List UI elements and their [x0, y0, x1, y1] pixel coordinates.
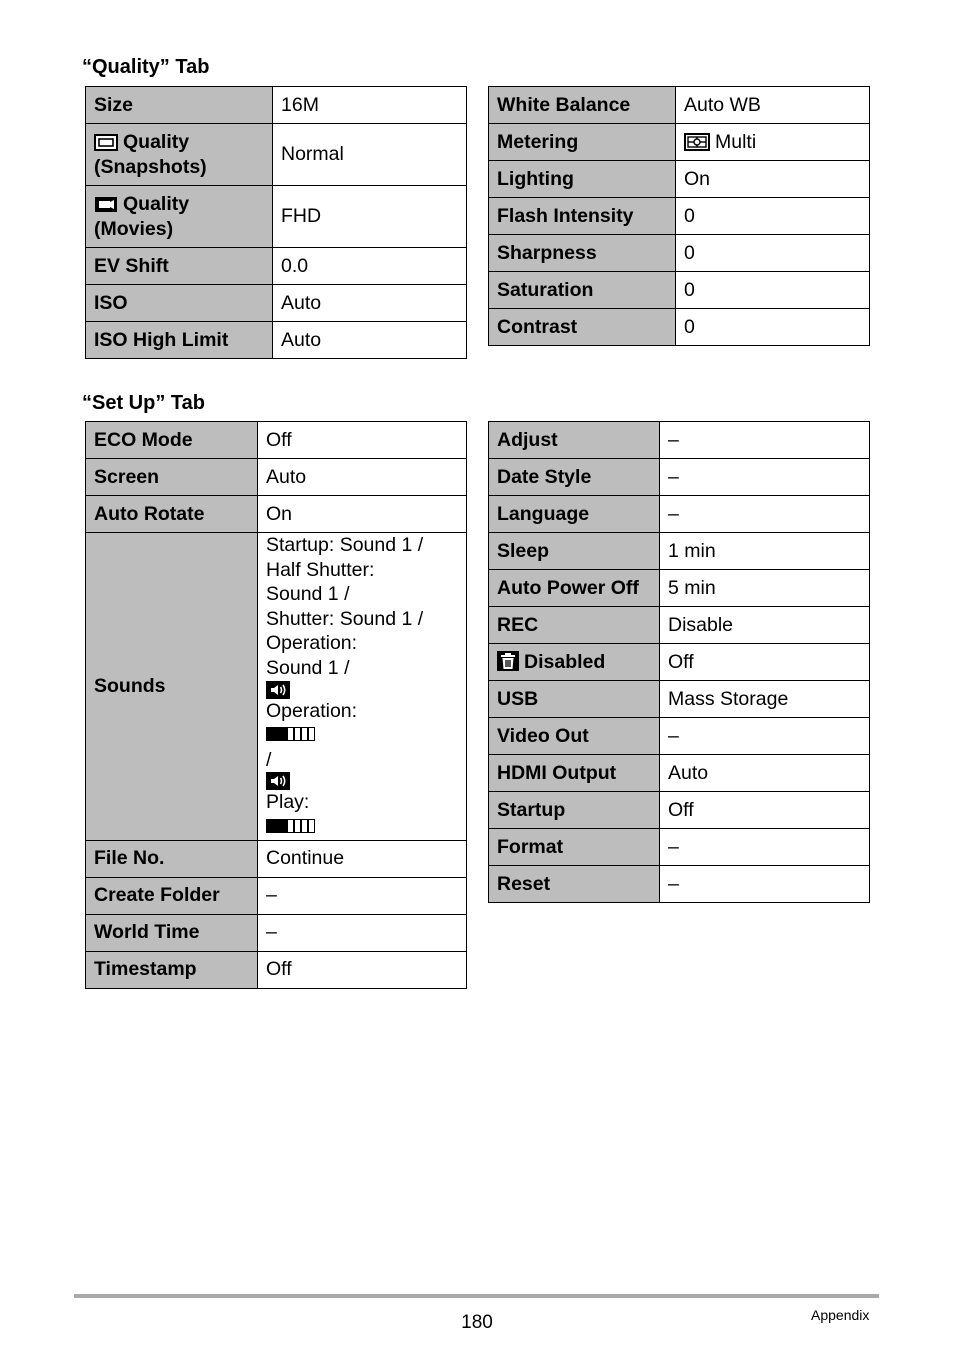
- footer-divider: [74, 1294, 879, 1298]
- setting-value: Off: [660, 792, 870, 829]
- table-row: [489, 235, 870, 272]
- setting-label: REC: [489, 607, 660, 644]
- setting-label: [86, 124, 273, 186]
- setting-value: –: [258, 914, 467, 951]
- operation-label: Operation:: [266, 699, 358, 722]
- trash-icon: [497, 651, 519, 671]
- setting-label: HDMI Output: [489, 755, 660, 792]
- setting-label: Video Out: [489, 718, 660, 755]
- sounds-line-play: [266, 772, 458, 839]
- table-row: [86, 496, 467, 533]
- setting-value-text: Multi: [715, 130, 757, 153]
- table-row: [86, 124, 467, 186]
- setting-label: World Time: [86, 914, 258, 951]
- setting-value: Auto: [660, 755, 870, 792]
- setting-value: Auto: [258, 459, 467, 496]
- setting-value: –: [660, 459, 870, 496]
- table-row: [86, 914, 467, 951]
- play-volume-meter: [266, 815, 458, 840]
- setting-value: On: [676, 161, 870, 198]
- table-row: [86, 87, 467, 124]
- setting-label: Metering: [489, 124, 676, 161]
- sounds-line-operation-level: [266, 723, 458, 772]
- sounds-line: Startup: Sound 1 /: [266, 534, 424, 556]
- sounds-line: Shutter: Sound 1 /: [266, 607, 424, 630]
- setting-label: Lighting: [489, 161, 676, 198]
- setting-label: ISO High Limit: [86, 322, 273, 359]
- setting-value: –: [660, 829, 870, 866]
- table-row: [489, 755, 870, 792]
- setting-value: 16M: [273, 87, 467, 124]
- setting-value: –: [660, 422, 870, 459]
- setting-label: Screen: [86, 459, 258, 496]
- table-row: [489, 607, 870, 644]
- table-row: [489, 161, 870, 198]
- table-row: [489, 866, 870, 903]
- table-row: [489, 681, 870, 718]
- volume-segment: [287, 819, 294, 833]
- setting-value: –: [660, 866, 870, 903]
- table-row: [489, 198, 870, 235]
- setting-label-text: Quality (Movies): [94, 192, 190, 240]
- table-row: [489, 570, 870, 607]
- setting-label: Sharpness: [489, 235, 676, 272]
- table-row: [489, 459, 870, 496]
- setting-value: Continue: [258, 840, 467, 877]
- volume-segment: [287, 727, 294, 741]
- table-row: [489, 792, 870, 829]
- table-row: [86, 951, 467, 988]
- sounds-line: Sound 1 /: [266, 656, 350, 679]
- quality-table-left: [85, 86, 467, 359]
- table-row: [86, 285, 467, 322]
- setting-value: Auto: [273, 285, 467, 322]
- setting-value: [676, 124, 870, 161]
- table-row: [86, 533, 467, 841]
- setting-label-text: Quality (Snapshots): [94, 130, 207, 178]
- table-row: [86, 422, 467, 459]
- setting-label: Create Folder: [86, 877, 258, 914]
- setting-label: Format: [489, 829, 660, 866]
- setting-value: Off: [258, 422, 467, 459]
- table-row: [489, 272, 870, 309]
- sounds-line: Operation:: [266, 632, 358, 655]
- volume-segment: [301, 727, 308, 741]
- setting-value: 0.0: [273, 248, 467, 285]
- setting-value: Disable: [660, 607, 870, 644]
- setting-label: Adjust: [489, 422, 660, 459]
- setting-label: ISO: [86, 285, 273, 322]
- sounds-value: [258, 533, 467, 841]
- separator: /: [266, 748, 272, 771]
- quality-tab-heading: “Quality” Tab: [82, 56, 210, 78]
- table-row: [86, 186, 467, 248]
- quality-table-right: [488, 86, 870, 346]
- setting-label: Auto Rotate: [86, 496, 258, 533]
- setting-value: Off: [660, 644, 870, 681]
- volume-segment: [308, 819, 315, 833]
- table-row: [86, 248, 467, 285]
- setting-value: On: [258, 496, 467, 533]
- movie-camera-icon: [94, 196, 118, 213]
- table-row: [489, 496, 870, 533]
- multi-metering-icon: [684, 133, 710, 151]
- setting-label: Timestamp: [86, 951, 258, 988]
- play-label: Play:: [266, 791, 310, 814]
- setting-label: Date Style: [489, 459, 660, 496]
- table-row: [489, 422, 870, 459]
- volume-segment: [266, 727, 273, 741]
- volume-segment: [294, 819, 301, 833]
- volume-segment: [294, 727, 301, 741]
- table-row: [86, 459, 467, 496]
- setting-label: Sleep: [489, 533, 660, 570]
- setting-label: [86, 186, 273, 248]
- setting-value: Mass Storage: [660, 681, 870, 718]
- section-label: Appendix: [811, 1307, 870, 1323]
- setting-value: FHD: [273, 186, 467, 248]
- table-row: [86, 877, 467, 914]
- volume-segment: [280, 727, 287, 741]
- setting-value: 0: [676, 235, 870, 272]
- setting-value: Off: [258, 951, 467, 988]
- setting-label: White Balance: [489, 87, 676, 124]
- volume-segment: [266, 819, 273, 833]
- setup-table-left: [85, 421, 467, 989]
- sounds-line: Half Shutter:: [266, 558, 375, 581]
- setting-label: Saturation: [489, 272, 676, 309]
- volume-segment: [273, 819, 280, 833]
- page-number: 180: [461, 1312, 493, 1333]
- setting-label: Language: [489, 496, 660, 533]
- setting-value: Auto: [273, 322, 467, 359]
- operation-volume-meter: [266, 723, 458, 748]
- volume-segment: [301, 819, 308, 833]
- table-row: [489, 644, 870, 681]
- table-row: [86, 322, 467, 359]
- table-row: [489, 87, 870, 124]
- setting-label: Sounds: [86, 533, 258, 841]
- setting-label: ECO Mode: [86, 422, 258, 459]
- setting-value: 0: [676, 272, 870, 309]
- setting-value: –: [660, 496, 870, 533]
- setting-label: EV Shift: [86, 248, 273, 285]
- setup-table-right: [488, 421, 870, 903]
- speaker-icon: [266, 681, 453, 699]
- table-row: [489, 718, 870, 755]
- setting-label: [489, 644, 660, 681]
- setting-label-text: Disabled: [524, 650, 606, 673]
- setting-label: Size: [86, 87, 273, 124]
- setting-value: 0: [676, 309, 870, 346]
- volume-segment: [280, 819, 287, 833]
- setting-label: Auto Power Off: [489, 570, 660, 607]
- volume-segment: [308, 727, 315, 741]
- setting-label: File No.: [86, 840, 258, 877]
- setting-label: Startup: [489, 792, 660, 829]
- speaker-icon: [266, 772, 453, 790]
- volume-segment: [273, 727, 280, 741]
- setting-value: Auto WB: [676, 87, 870, 124]
- setting-label: Flash Intensity: [489, 198, 676, 235]
- snapshot-camera-icon: [94, 134, 118, 151]
- setup-tab-heading: “Set Up” Tab: [82, 392, 205, 414]
- setting-value: Normal: [273, 124, 467, 186]
- setting-label: USB: [489, 681, 660, 718]
- table-row: [489, 533, 870, 570]
- table-row: [86, 840, 467, 877]
- table-row: [489, 124, 870, 161]
- setting-value: 0: [676, 198, 870, 235]
- setting-value: –: [660, 718, 870, 755]
- table-row: [489, 829, 870, 866]
- table-row: [489, 309, 870, 346]
- setting-value: –: [258, 877, 467, 914]
- setting-value: 5 min: [660, 570, 870, 607]
- setting-label: Reset: [489, 866, 660, 903]
- sounds-line: Sound 1 /: [266, 583, 350, 606]
- setting-value: 1 min: [660, 533, 870, 570]
- setting-label: Contrast: [489, 309, 676, 346]
- sounds-line-operation-volume: [266, 681, 458, 724]
